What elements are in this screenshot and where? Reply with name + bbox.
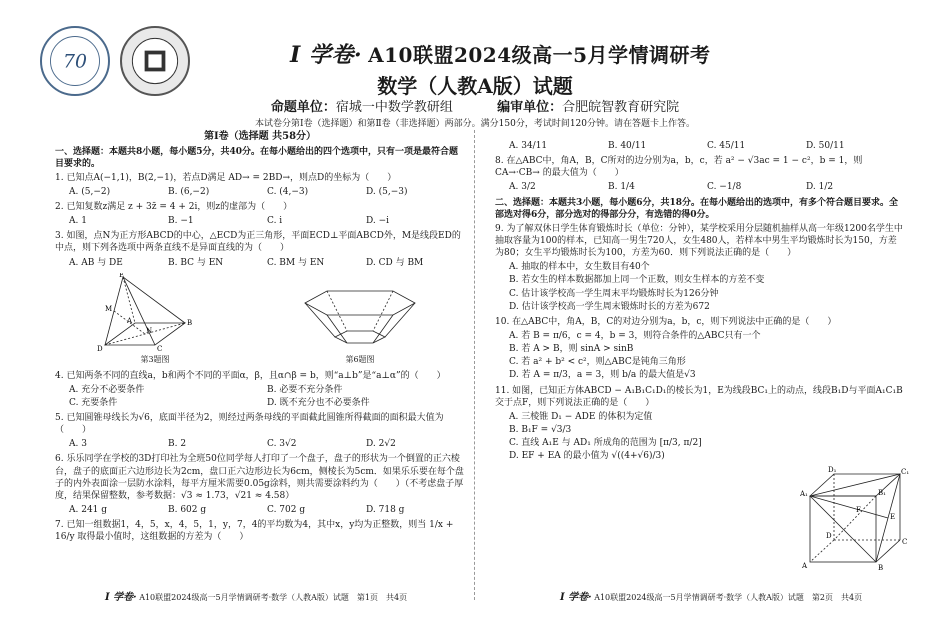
question-2-options xyxy=(55,215,465,227)
svg-text:70: 70 xyxy=(63,51,87,73)
figure-3-caption: 第3题图 xyxy=(140,354,170,364)
option: A. 1 xyxy=(69,216,87,227)
cube-label: A xyxy=(802,562,808,570)
cube-label: D₁ xyxy=(828,466,837,474)
option: B. 若女生的样本数据都加上同一个正数，则女生样本的方差不变 xyxy=(509,275,765,286)
question-3-options xyxy=(55,257,465,269)
cube-label: E xyxy=(890,513,896,521)
option: C. 估计该学校高一学生周末平均锻炼时长为126分钟 xyxy=(509,288,719,299)
option: B. 若 A > B，则 sinA > sinB xyxy=(509,344,634,355)
question-9: 9. 为了解双休日学生体育锻炼时长（单位：分钟），某学校采用分层随机抽样从高一年级1200名学生中抽取容量为100的样本，已知高一男生720人，女生480人，若样本中男生平均锻炼时长为150，方差为80；女生平均锻炼时长为100，方差为60．则下列说法正确的是（ ） xyxy=(495,223,903,259)
option: C. i xyxy=(267,216,283,227)
question-9-options xyxy=(495,261,905,313)
fig3-label: N xyxy=(146,326,153,335)
question-6: 6. 乐乐同学在学校的3D打印社为全班50位同学每人打印了一个盘子，盘子的形状为一个倒置的正六棱台，盘子的底面正六边形边长为2cm，盘口正六边形边长为6cm，侧棱长为5cm．如果乐乐要在每个盘子的内外表面涂一层防水涂料，每平方厘米需要0.05g涂料，则共需要涂料约为（ ）（不考虑盘子厚度，结果保留整数，参考数据：√3 ≈ 1.73，√21 ≈ 4.58） xyxy=(55,454,464,501)
unit-value-1: 宿城一中数学教研组 xyxy=(335,100,453,115)
option: B. BC 与 EN xyxy=(168,257,224,268)
exam-subtitle: 数学（人教A版）试题 xyxy=(377,74,573,98)
option: D. (5,−3) xyxy=(366,186,408,197)
option: D. 估计该学校高一学生周末锻炼时长的方差为672 xyxy=(509,301,710,312)
figure-3 xyxy=(95,273,215,366)
cube-label: F xyxy=(856,506,861,514)
section-2-desc: 二、选择题：本题共3小题，每小题6分，共18分。在每小题给出的选项中，有多个符合题目要求。全部选对得6分，部分选对的得部分分，有选错的得0分。 xyxy=(495,197,899,220)
option: C. (4,−3) xyxy=(267,186,309,197)
unit-label-2: 编审单位： xyxy=(497,100,563,115)
unit-2 xyxy=(497,96,679,115)
cube-label: B xyxy=(878,564,884,572)
fig3-label: E xyxy=(119,272,125,279)
option: B. 2 xyxy=(168,439,187,450)
option: A. 241 g xyxy=(69,504,108,515)
figure-6 xyxy=(295,273,425,366)
option: A. 3 xyxy=(69,439,87,450)
question-4: 4. 已知两条不同的直线a，b和两个不同的平面α，β，且α∩β = b，则“a⊥b”是“a⊥α”的（ ） xyxy=(55,370,446,381)
figures-row xyxy=(55,273,465,366)
question-1: 1. 已知点A(−1,1)，B(2,−1)，若点D满足 AD→ = 2BD→，则点D的坐标为（ ） xyxy=(55,172,397,183)
question-3: 3. 如图，点N为正方形ABCD的中心，△ECD为正三角形，平面ECD⊥平面ABCD外，M是线段ED的中点，则下列各选项中两条直线不是异面直线的为（ ） xyxy=(55,231,461,254)
option: A. 抽取的样本中，女生数目有40个 xyxy=(509,262,650,273)
option: D. EF + EA 的最小值为 √((4+√6)/3) xyxy=(509,451,665,462)
right-column xyxy=(495,140,905,465)
cube-label: C₁ xyxy=(901,468,910,476)
option: B. 40/11 xyxy=(608,141,647,151)
question-5: 5. 已知圆锥母线长为√6，底面半径为2，则经过两条母线的平面截此圆锥所得截面的面积最大值为（ ） xyxy=(55,412,444,436)
fig3-label: M xyxy=(105,304,113,313)
footer-text: A10联盟2024级高一5月学情调研考·数学（人教A版）试题 第2页 共4页 xyxy=(594,593,863,602)
question-5-options xyxy=(55,438,465,450)
section-1-title: 第Ⅰ卷（选择题 共58分） xyxy=(203,131,317,142)
question-7-options xyxy=(495,140,905,152)
option: D. CD 与 BM xyxy=(366,257,424,268)
cube-label: D xyxy=(826,532,832,540)
option: B. 必要不充分条件 xyxy=(267,384,343,395)
option: C. 45/11 xyxy=(707,141,746,151)
pyramid-figure-icon xyxy=(95,273,215,355)
fig3-label: B xyxy=(187,318,193,327)
option: B. 1/4 xyxy=(608,182,635,193)
option: D. 既不充分也不必要条件 xyxy=(267,397,370,408)
footer-brand: I 学卷· xyxy=(105,592,137,603)
option: A. 充分不必要条件 xyxy=(69,384,145,395)
option: D. 50/11 xyxy=(806,141,845,151)
option: C. 充要条件 xyxy=(69,397,118,408)
exam-title xyxy=(290,38,910,69)
option: B. −1 xyxy=(168,216,194,227)
option: A. 34/11 xyxy=(509,141,548,151)
brand-mark: I 学卷· xyxy=(290,42,363,68)
option: B. B₁F = √3/3 xyxy=(509,424,572,435)
option: C. BM 与 EN xyxy=(267,257,325,268)
left-column xyxy=(55,130,465,545)
column-divider xyxy=(474,130,475,600)
option: C. 702 g xyxy=(267,504,306,515)
option: D. 2√2 xyxy=(366,439,396,450)
question-6-options xyxy=(55,504,465,516)
option: A. AB 与 DE xyxy=(69,257,123,268)
fig3-label: D xyxy=(97,344,103,353)
footer-left xyxy=(105,588,407,603)
option: C. 直线 A₁E 与 AD₁ 所成角的范围为 [π/3, π/2] xyxy=(509,438,702,449)
cube-label: B₁ xyxy=(878,489,886,497)
cube-label: A₁ xyxy=(800,490,808,498)
hexagonal-frustum-icon xyxy=(295,273,425,355)
cube-figure xyxy=(800,462,910,572)
option: C. −1/8 xyxy=(707,182,742,193)
footer-right xyxy=(560,588,862,603)
option: C. 若 a² + b² < c²，则△ABC是钝角三角形 xyxy=(509,357,686,368)
option: D. 1/2 xyxy=(806,182,834,193)
question-8-options xyxy=(495,181,905,193)
question-4-options xyxy=(55,384,465,409)
option: B. 602 g xyxy=(168,504,207,515)
cube-figure-icon xyxy=(800,462,910,572)
footer-text: A10联盟2024级高一5月学情调研考·数学（人教A版）试题 第1页 共4页 xyxy=(139,593,408,602)
question-7: 7. 已知一组数据1，4，5，x，4，5，1，y，7，4的平均数为4，其中x，y均为正整数，则当 1/x + 16/y 取得最小值时，这组数据的方差为（ ） xyxy=(55,520,454,543)
option: A. 3/2 xyxy=(509,182,536,193)
title-text: A10联盟2024级高一5月学情调研考 xyxy=(368,43,711,67)
fig3-label: A xyxy=(127,316,133,325)
fig3-label: C xyxy=(157,344,163,353)
units-line xyxy=(0,96,950,115)
footer-brand: I 学卷· xyxy=(560,592,592,603)
question-11: 11. 如图，已知正方体ABCD − A₁B₁C₁D₁的棱长为1，E为线段BC₁上的动点，线段B₁D与平面A₁C₁B交于点F，则下列说法正确的是（ ） xyxy=(495,385,903,408)
cube-label: C xyxy=(902,538,908,546)
unit-label-1: 命题单位： xyxy=(270,100,336,115)
option: B. (6,−2) xyxy=(168,186,210,197)
section-1-desc: 一、选择题：本题共8小题，每小题5分，共40分。在每小题给出的四个选项中，只有一项是最符合题目要求的。 xyxy=(55,146,459,169)
question-2: 2. 已知复数z满足 z + 3z̄ = 4 + 2i，则z的虚部为（ ） xyxy=(55,202,293,213)
question-11-options xyxy=(495,411,755,463)
unit-value-2: 合肥皖智教育研究院 xyxy=(562,100,680,115)
question-10: 10. 在△ABC中，角A，B，C的对边分别为a，b，c，则下列说法中正确的是（ ） xyxy=(495,316,837,327)
figure-6-caption: 第6题图 xyxy=(345,354,375,364)
question-1-options xyxy=(55,186,465,198)
option: A. (5,−2) xyxy=(69,186,111,197)
option: D. 718 g xyxy=(366,504,405,515)
question-8: 8. 在△ABC中，角A，B，C所对的边分别为a，b，c，若 a² − √3ac = 1 − c²，b = 1，则 CA→·CB→ 的最大值为（ ） xyxy=(495,156,863,179)
unit-1 xyxy=(271,96,453,115)
option: C. 3√2 xyxy=(267,439,297,450)
option: A. 三棱锥 D₁ − ADE 的体积为定值 xyxy=(509,411,653,422)
question-10-options xyxy=(495,330,905,382)
option: A. 若 B = π/6，c = 4，b = 3，则符合条件的△ABC只有一个 xyxy=(509,330,761,341)
option: D. −i xyxy=(366,216,390,227)
option: D. 若 A = π/3，a = 3，则 b/a 的最大值是√3 xyxy=(509,370,696,381)
exam-note: 本试卷分第Ⅰ卷（选择题）和第Ⅱ卷（非选择题）两部分。满分150分，考试时间120分钟。请在答题卡上作答。 xyxy=(254,119,696,129)
